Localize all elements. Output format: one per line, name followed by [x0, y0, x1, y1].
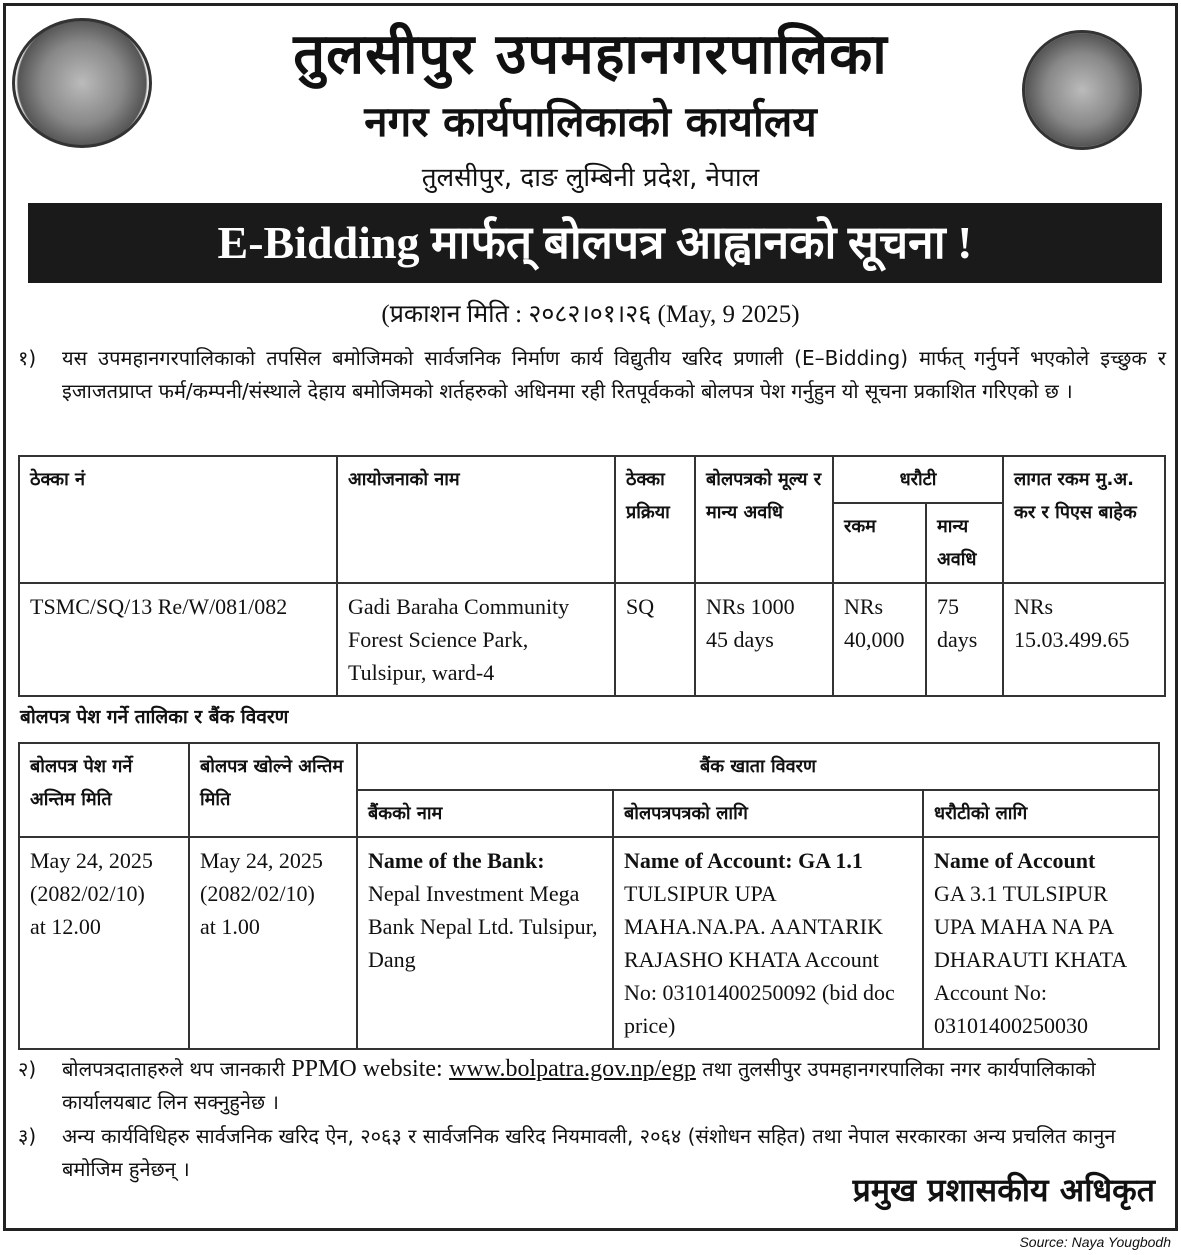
open-date: May 24, 2025	[200, 848, 323, 873]
publication-date: (प्रकाशन मिति : २०८२।०१।२६ (May, 9 2025)	[381, 301, 800, 328]
cell-cost: NRs 15.03.499.65	[1003, 583, 1165, 696]
bid-account-text: TULSIPUR UPA MAHA.NA.PA. AANTARIK RAJASHO KHATA Account No: 03101400250092 (bid doc price)	[624, 881, 895, 1038]
cell-process: SQ	[615, 583, 695, 696]
bolpatra-link[interactable]: www.bolpatra.gov.np/egp	[449, 1056, 696, 1082]
table-row	[19, 837, 1159, 1049]
table-header-row	[19, 743, 1159, 790]
header-cost: लागत रकम मु.अ. कर र पिएस बाहेक	[1003, 456, 1165, 583]
office-title: तुलसीपुर उपमहानगरपालिका	[293, 22, 888, 87]
cell-project: Gadi Baraha Community Forest Science Park, Tulsipur, ward-4	[337, 583, 615, 696]
header-deposit-amount: रकम	[833, 503, 926, 583]
bank-label: Name of the Bank:	[368, 848, 545, 873]
paragraph-number: १)	[18, 346, 37, 370]
submit-date: May 24, 2025	[30, 848, 153, 873]
header-contract-no: ठेक्का नं	[19, 456, 337, 583]
note-2	[18, 1053, 1166, 1119]
header-deposit-account: धरौटीको लागि	[923, 790, 1159, 837]
header-open-date: बोलपत्र खोल्ने अन्तिम मिति	[189, 743, 357, 837]
note-number: २)	[18, 1057, 37, 1081]
header-bank-details: बैंक खाता विवरण	[357, 743, 1159, 790]
contract-table	[18, 455, 1166, 697]
cell-deposit-account	[923, 837, 1159, 1049]
schedule-subheading: बोलपत्र पेश गर्ने तालिका र बैंक विवरण	[20, 706, 289, 728]
cell-contract-no: TSMC/SQ/13 Re/W/081/082	[19, 583, 337, 696]
note-text: अन्य कार्यविधिहरु सार्वजनिक खरिद ऐन, २०६३ र सार्वजनिक खरिद नियमावली, २०६४ (संशोधन सहित) तथा नेपाल सरकारका अन्य प्रचलित कानुन बमोजिम हुनेछन् ।	[62, 1124, 1116, 1181]
signature: प्रमुख प्रशासकीय अधिकृत	[852, 1171, 1155, 1209]
note-number: ३)	[18, 1124, 37, 1148]
bank-text: Nepal Investment Mega Bank Nepal Ltd. Tulsipur, Dang	[368, 881, 598, 972]
cell-deposit-amount: NRs 40,000	[833, 583, 926, 696]
cell-deposit-validity: 75 days	[926, 583, 1003, 696]
header-deposit: धरौटी	[833, 456, 1003, 503]
header-doc-price: बोलपत्रको मूल्य र मान्य अवधि	[695, 456, 833, 583]
cell-bank	[357, 837, 613, 1049]
open-time: at 1.00	[200, 914, 260, 939]
paragraph-1	[18, 342, 1166, 408]
note-text: तथा तुलसीपुर उपमहानगरपालिका नगर कार्यपालिकाको कार्यालयबाट लिन सक्नुहुनेछ ।	[62, 1057, 1096, 1114]
cell-open	[189, 837, 357, 1049]
header-submit-date: बोलपत्र पेश गर्ने अन्तिम मिति	[19, 743, 189, 837]
table-row	[19, 583, 1165, 696]
bid-account-label: Name of Account: GA 1.1	[624, 848, 863, 873]
schedule-bank-table	[18, 742, 1160, 1050]
cell-doc-price: NRs 1000 45 days	[695, 583, 833, 696]
cell-bid-account	[613, 837, 923, 1049]
open-date-bs: (2082/02/10)	[200, 881, 315, 906]
header-bank-name: बैंकको नाम	[357, 790, 613, 837]
ppmo-label: PPMO website:	[291, 1056, 443, 1082]
office-subtitle: नगर कार्यपालिकाको कार्यालय	[364, 97, 817, 146]
source-credit: Source: Naya Yougbodh	[1019, 1234, 1171, 1250]
deposit-account-label: Name of Account	[934, 848, 1096, 873]
header-project: आयोजनाको नाम	[337, 456, 615, 583]
submit-date-bs: (2082/02/10)	[30, 881, 145, 906]
office-address: तुलसीपुर, दाङ लुम्बिनी प्रदेश, नेपाल	[421, 163, 760, 193]
deposit-account-text: GA 3.1 TULSIPUR UPA MAHA NA PA DHARAUTI KHATA Account No: 03101400250030	[934, 881, 1126, 1038]
table-header-row	[19, 456, 1165, 503]
note-text: बोलपत्रदाताहरुले थप जानकारी	[62, 1057, 285, 1081]
submit-time: at 12.00	[30, 914, 101, 939]
paragraph-text: यस उपमहानगरपालिकाको तपसिल बमोजिमको सार्वजनिक निर्माण कार्य विद्युतीय खरिद प्रणाली (E–Bidding) मार्फत् गर्नुपर्ने भएकोले इच्छुक र इजाजतप्राप्त फर्म/कम्पनी/संस्थाले देहाय बमोजिमको शर्तहरुको अधिनमा रही रितपूर्वकको बोलपत्र पेश गर्नुहुन यो सूचना प्रकाशित गरिएको छ ।	[62, 346, 1166, 403]
header-deposit-validity: मान्य अवधि	[926, 503, 1003, 583]
notice-banner: E-Bidding मार्फत् बोलपत्र आह्वानको सूचना !	[28, 203, 1162, 283]
cell-submit	[19, 837, 189, 1049]
header-bid-account: बोलपत्रपत्रको लागि	[613, 790, 923, 837]
header-process: ठेक्का प्रक्रिया	[615, 456, 695, 583]
